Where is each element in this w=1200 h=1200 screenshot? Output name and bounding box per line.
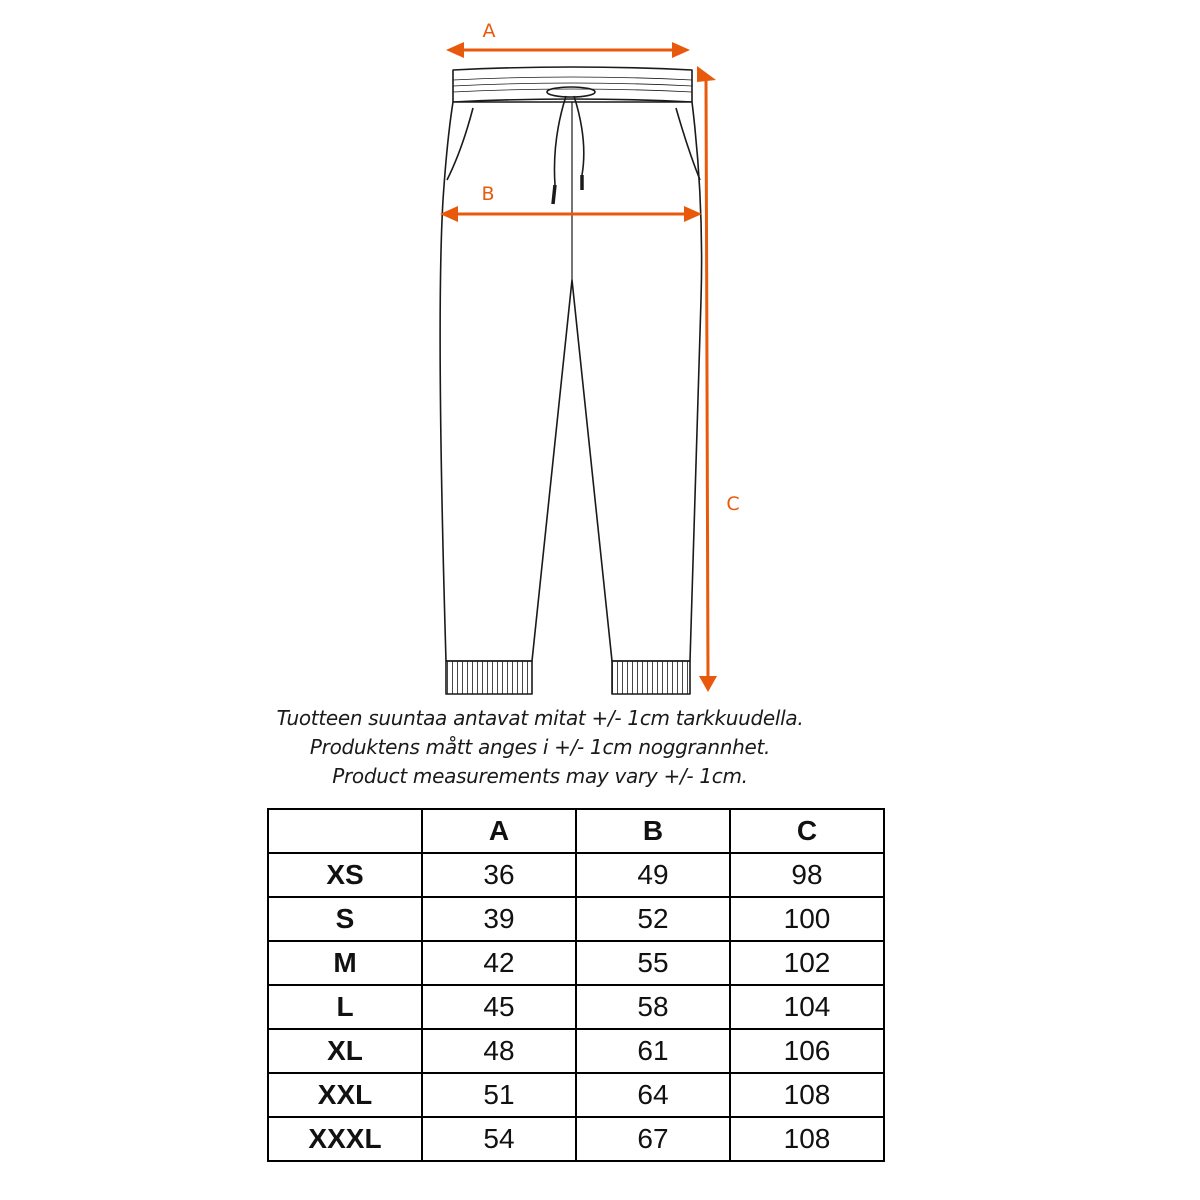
header-a: A — [422, 809, 576, 853]
value-a-cell: 39 — [422, 897, 576, 941]
size-cell: L — [268, 985, 422, 1029]
value-c-cell: 98 — [730, 853, 884, 897]
value-a-cell: 36 — [422, 853, 576, 897]
value-c-cell: 108 — [730, 1073, 884, 1117]
header-c: C — [730, 809, 884, 853]
size-cell: XXXL — [268, 1117, 422, 1161]
value-b-cell: 49 — [576, 853, 730, 897]
table-row — [268, 853, 884, 897]
measurement-disclaimer — [240, 704, 840, 791]
table-row — [268, 1029, 884, 1073]
header-b: B — [576, 809, 730, 853]
value-c-cell: 108 — [730, 1117, 884, 1161]
size-cell: XXL — [268, 1073, 422, 1117]
measurement-a-arrow — [446, 42, 690, 58]
value-c-cell: 104 — [730, 985, 884, 1029]
measurement-b-label: B — [481, 183, 495, 205]
size-cell: S — [268, 897, 422, 941]
value-b-cell: 67 — [576, 1117, 730, 1161]
value-c-cell: 106 — [730, 1029, 884, 1073]
value-b-cell: 55 — [576, 941, 730, 985]
size-chart-table — [267, 808, 885, 1162]
value-c-cell: 102 — [730, 941, 884, 985]
size-cell: M — [268, 941, 422, 985]
size-cell: XS — [268, 853, 422, 897]
measurement-c-arrow — [697, 66, 717, 692]
pants-outline — [440, 67, 701, 694]
measurement-c-label: C — [726, 493, 740, 515]
value-a-cell: 45 — [422, 985, 576, 1029]
table-row — [268, 941, 884, 985]
left-cuff — [446, 661, 532, 694]
value-a-cell: 48 — [422, 1029, 576, 1073]
table-header-row — [268, 809, 884, 853]
value-b-cell: 52 — [576, 897, 730, 941]
table-row — [268, 897, 884, 941]
value-a-cell: 54 — [422, 1117, 576, 1161]
header-size — [268, 809, 422, 853]
right-cuff — [612, 661, 690, 694]
value-b-cell: 64 — [576, 1073, 730, 1117]
measurement-a-label: A — [482, 20, 496, 42]
value-c-cell: 100 — [730, 897, 884, 941]
value-b-cell: 61 — [576, 1029, 730, 1073]
pants-body — [440, 102, 701, 661]
value-b-cell: 58 — [576, 985, 730, 1029]
table-row — [268, 1117, 884, 1161]
value-a-cell: 51 — [422, 1073, 576, 1117]
table-row — [268, 1073, 884, 1117]
size-cell: XL — [268, 1029, 422, 1073]
disclaimer-finnish: Tuotteen suuntaa antavat mitat +/- 1cm tarkkuudella. — [276, 706, 804, 730]
disclaimer-swedish: Produktens mått anges i +/- 1cm noggrannhet. — [309, 735, 771, 759]
disclaimer-english: Product measurements may vary +/- 1cm. — [332, 764, 748, 788]
value-a-cell: 42 — [422, 941, 576, 985]
table-row — [268, 985, 884, 1029]
